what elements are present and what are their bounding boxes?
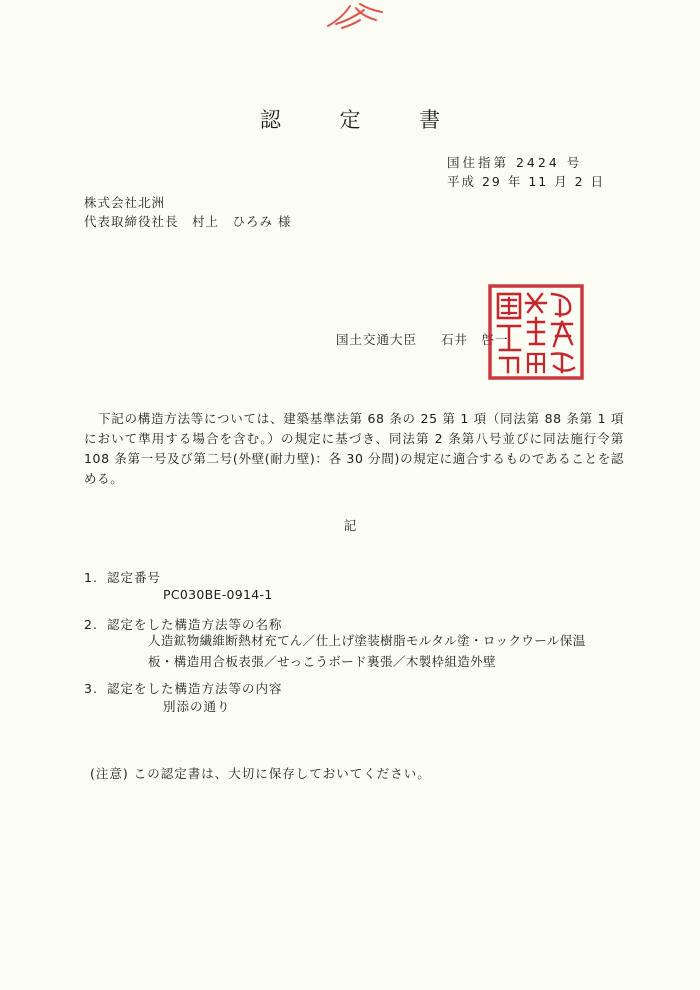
issuer-title: 国土交通大臣 (336, 332, 418, 347)
item-3-number: 3. (84, 681, 98, 696)
recipient-company: 株式会社北洲 (84, 195, 166, 210)
item-2-value: 人造鉱物繊維断熱材充てん／仕上げ塗装樹脂モルタル塗・ロックウール保温板・構造用合板表張／せっこうボード裏張／木製枠組造外壁 (148, 633, 586, 669)
document-date: 平成 29 年 11 月 2 日 (447, 174, 606, 189)
item-1-value: PC030BE-0914-1 (163, 587, 273, 602)
item-2-number: 2. (84, 617, 98, 632)
issuer-name: 石井 啓一 (441, 332, 509, 347)
item-2-label: 認定をした構造方法等の名称 (106, 617, 283, 632)
document-title: 認 定 書 (259, 108, 467, 132)
item-3-heading (84, 679, 283, 697)
item-1-label: 認定番号 (106, 570, 161, 585)
certification-statement: 下記の構造方法等については、建築基準法第 68 条の 25 第 1 項（同法第 88 条第 1 項において準用する場合を含む。）の規定に基づき、同法第 2 条第八号並びに同法施行令第 108 条第一号及び第二号(外壁(耐力壁)：各 30 分間)の規定に適合するものであることを認める。 (84, 411, 624, 486)
decorative-mark-icon (320, 0, 390, 32)
notice-text: (注意) この認定書は、大切に保存しておいてください。 (90, 766, 431, 781)
item-3-label: 認定をした構造方法等の内容 (106, 681, 283, 696)
document-number: 国住指第 2424 号 (447, 155, 583, 170)
item-3-value: 別添の通り (163, 699, 231, 714)
official-seal-icon (486, 282, 586, 382)
item-1-heading (84, 568, 161, 586)
ki-heading: 記 (343, 518, 357, 533)
recipient-representative: 代表取締役社長 村上 ひろみ 様 (84, 214, 292, 229)
item-1-number: 1. (84, 570, 98, 585)
